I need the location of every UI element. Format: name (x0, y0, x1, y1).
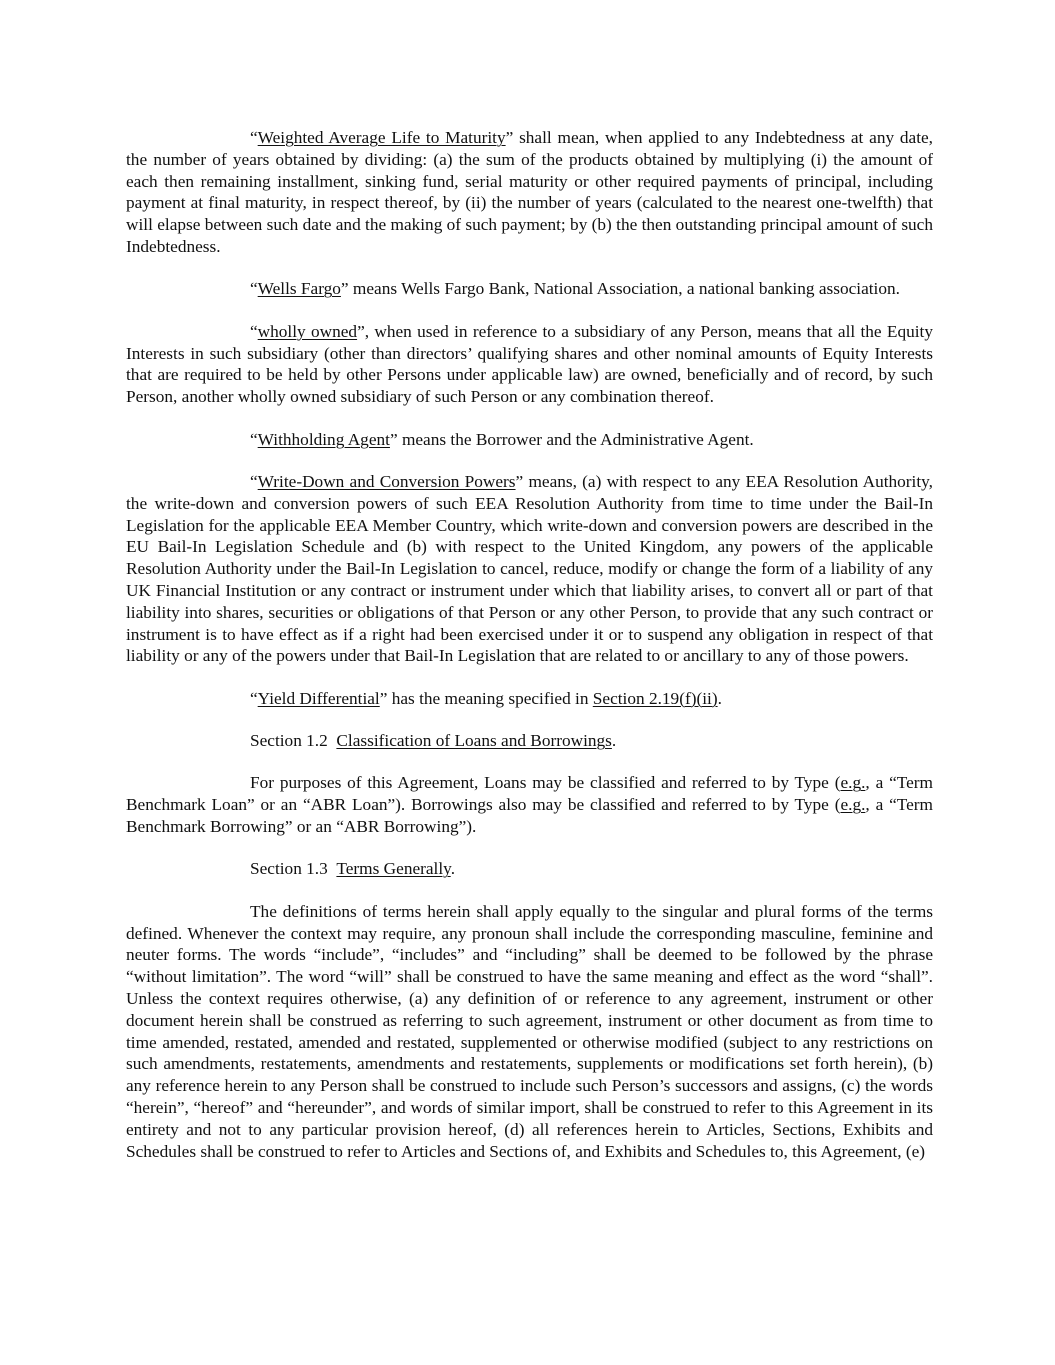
definition-withholding-agent (126, 429, 933, 451)
open-quote: “ (250, 471, 258, 491)
eg-abbreviation: e.g. (840, 795, 866, 815)
defined-term: Write-Down and Conversion Powers (257, 471, 516, 491)
punctuation: . (450, 859, 456, 879)
punctuation: . (611, 731, 617, 751)
open-quote: “ (250, 429, 258, 449)
eg-abbreviation: e.g. (840, 773, 866, 793)
body-text: For purposes of this Agreement, Loans may be classified and referred to by Type ( (250, 773, 841, 793)
definition-text: ”, when used in reference to a subsidiary of any Person, means that all the Equity Interests in such subsidiary (other than directors’ qualifying shares and other nominal amounts of Equity Interests that are required to be held by other Persons under applicable law) are owned, beneficially and of record, by such Person, another wholly owned subsidiary of such Person or any combination thereof. (126, 321, 933, 407)
body-text: , a “Term Benchmark Borrowing” or an “ABR Borrowing”). (126, 795, 933, 837)
open-quote: “ (250, 321, 258, 341)
section-number: Section 1.2 (250, 731, 328, 751)
definition-wholly-owned (126, 321, 933, 408)
defined-term: wholly owned (257, 321, 358, 341)
definition-wells-fargo (126, 278, 933, 300)
definition-weighted-average-life (126, 127, 933, 258)
definition-text: ” has the meaning specified in (379, 688, 593, 708)
body-text: The definitions of terms herein shall apply equally to the singular and plural forms of the terms defined. Whenever the context may require, any pronoun shall include the corresponding masculine, feminine and neuter forms. The words “include”, “includes” and “including” shall be deemed to be followed by the phrase “without limitation”. The word “will” shall be construed to have the same meaning and effect as the word “shall”. Unless the context requires otherwise, (a) any definition of or reference to any agreement, instrument or other document herein shall be construed as referring to such agreement, instrument or other document as from time to time amended, restated, amended and restated, supplemented or otherwise modified (subject to any restrictions on such amendments, restatements, amendments and restatements, supplements or modifications set forth herein), (b) any reference herein to any Person shall be construed to include such Person’s successors and assigns, (c) the words “herein”, “hereof” and “hereunder”, and words of similar import, shall be construed to refer to this Agreement in its entirety and not to any particular provision hereof, (d) all references herein to Articles, Sections, Exhibits and Schedules shall be construed to refer to Articles and Sections of, and Exhibits and Schedules to, this Agreement, (e) (126, 901, 933, 1161)
section-number: Section 1.3 (250, 859, 328, 879)
section-title: Classification of Loans and Borrowings (336, 731, 612, 751)
punctuation: . (717, 688, 722, 708)
section-reference: Section 2.19(f)(ii) (592, 688, 718, 708)
open-quote: “ (250, 128, 258, 147)
document-page (126, 127, 933, 1183)
definition-yield-differential (126, 688, 933, 710)
definition-text: ” shall mean, when applied to any Indebtedness at any date, the number of years obtained by dividing: (a) the sum of the products obtained by multiplying (i) the amount of each then remaining installment, sinking fund, serial maturity or other required payments of principal, including payment at final maturity, in respect thereof, by (ii) the number of years (calculated to the nearest one-twelfth) that will elapse between such date and the making of such payment; by (b) the then outstanding principal amount of such Indebtedness. (126, 128, 933, 256)
defined-term: Wells Fargo (257, 279, 341, 299)
body-text: , a “Term Benchmark Loan” or an “ABR Loan”). Borrowings also may be classified and referred to by Type ( (126, 773, 933, 815)
defined-term: Withholding Agent (257, 429, 390, 449)
defined-term: Weighted Average Life to Maturity (257, 128, 506, 147)
defined-term: Yield Differential (257, 688, 380, 708)
definition-text: ” means the Borrower and the Administrative Agent. (389, 429, 754, 449)
open-quote: “ (250, 688, 258, 708)
paragraph-terms-generally (126, 901, 933, 1163)
section-heading-1-2 (126, 730, 933, 752)
section-title: Terms Generally (336, 859, 451, 879)
definition-text: ” means Wells Fargo Bank, National Association, a national banking association. (340, 279, 900, 299)
section-heading-1-3 (126, 858, 933, 880)
definition-text: ” means, (a) with respect to any EEA Resolution Authority, the write-down and conversion powers of such EEA Resolution Authority from time to time under the Bail-In Legislation for the applicable EEA Member Country, which write-down and conversion powers are described in the EU Bail-In Legislation Schedule and (b) with respect to the United Kingdom, any powers of the applicable Resolution Authority under the Bail-In Legislation to cancel, reduce, modify or change the form of a liability of any UK Financial Institution or any contract or instrument under which that liability arises, to convert all or part of that liability into shares, securities or obligations of that Person or any other Person, to provide that any such contract or instrument is to have effect as if a right had been exercised under it or to suspend any obligation in respect of that liability or any of the powers under that Bail-In Legislation that are related to or ancillary to any of those powers. (126, 471, 933, 666)
open-quote: “ (250, 279, 258, 299)
definition-write-down-conversion-powers (126, 471, 933, 667)
paragraph-classification (126, 772, 933, 837)
